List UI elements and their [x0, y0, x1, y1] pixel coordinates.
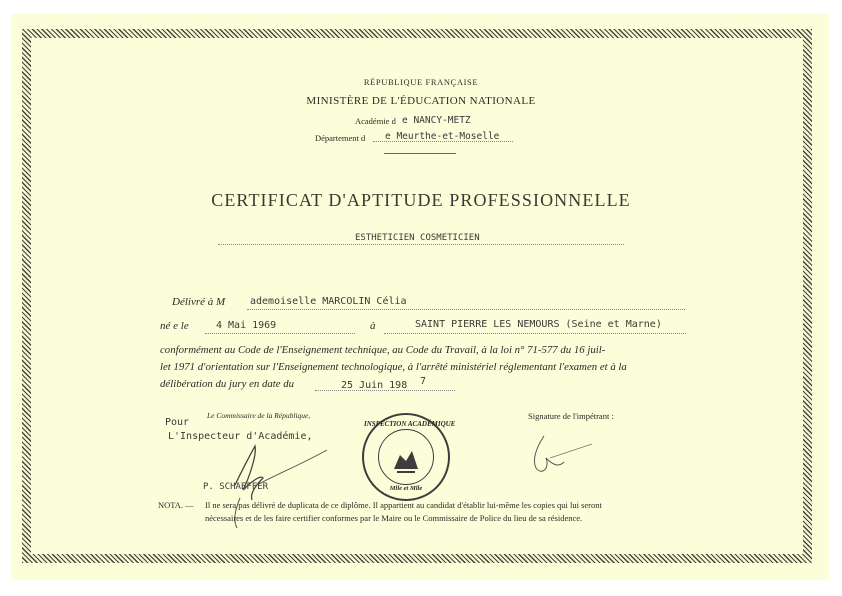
impetrant-signature: [522, 428, 612, 488]
ministry-heading: MINISTÈRE DE L'ÉDUCATION NATIONALE: [306, 95, 536, 107]
seal-text: INSPECTION ACADÉMIQUE: [364, 420, 456, 428]
born-label: né e le: [160, 320, 189, 332]
signatory-name: P. SCHAEFFER: [203, 482, 269, 492]
legal-line-1: conformément au Code de l'Enseignement technique, au Code du Travail, à la loi n° 71-577 du 16 juil-: [160, 344, 606, 356]
departement-label: Département d: [315, 133, 366, 143]
nota-label: NOTA. —: [158, 500, 194, 510]
born-dotline: [205, 333, 355, 334]
impetrant-signature-label: Signature de l'impétrant :: [528, 411, 614, 421]
nota-line-1: Il ne sera pas délivré de duplicata de ce diplôme. Il appartient au candidat d'établir lui-même les copies qui lui seront: [205, 500, 602, 510]
academie-label: Académie d: [355, 116, 396, 126]
jury-date: 25 Juin 198: [341, 380, 408, 391]
delivered-label: Délivré à M: [172, 296, 226, 308]
recipient-name: ademoiselle MARCOLIN Célia: [250, 296, 407, 307]
birth-date: 4 Mai 1969: [216, 320, 277, 331]
seal-bottom-text: Mlle et Mlle: [389, 485, 423, 492]
header-divider: [384, 153, 456, 154]
at-label: à: [370, 320, 376, 332]
academic-seal: [362, 413, 456, 501]
inspecteur-label: L'Inspecteur d'Académie,: [168, 431, 313, 442]
speciality-value: ESTHETICIEN COSMETICIEN: [355, 233, 480, 243]
republic-heading: RÉPUBLIQUE FRANÇAISE: [363, 77, 479, 87]
nota-line-2: nécessaires et de les faire certifier conformes par le Maire ou le Commissaire de Police du lieu de sa résidence.: [205, 513, 583, 523]
departement-value: e Meurthe-et-Moselle: [385, 131, 500, 142]
birthplace: SAINT PIERRE LES NEMOURS (Seine et Marne): [415, 319, 662, 330]
academie-value: e NANCY-METZ: [402, 115, 471, 126]
jury-year-digit: 7: [420, 376, 427, 387]
birthplace-dotline: [384, 333, 686, 334]
certificate-title: CERTIFICAT D'APTITUDE PROFESSIONNELLE: [211, 190, 631, 210]
delivered-dotline: [247, 309, 685, 310]
commissaire-label: Le Commissaire de la République,: [207, 411, 311, 420]
legal-line-2: let 1971 d'orientation sur l'Enseignement technologique, à l'arrêté ministériel réglementant l'examen et à la: [160, 361, 627, 373]
speciality-dotline: [218, 244, 624, 245]
pour-label: Pour: [165, 417, 190, 428]
legal-line-3: délibération du jury en date du: [160, 378, 295, 390]
